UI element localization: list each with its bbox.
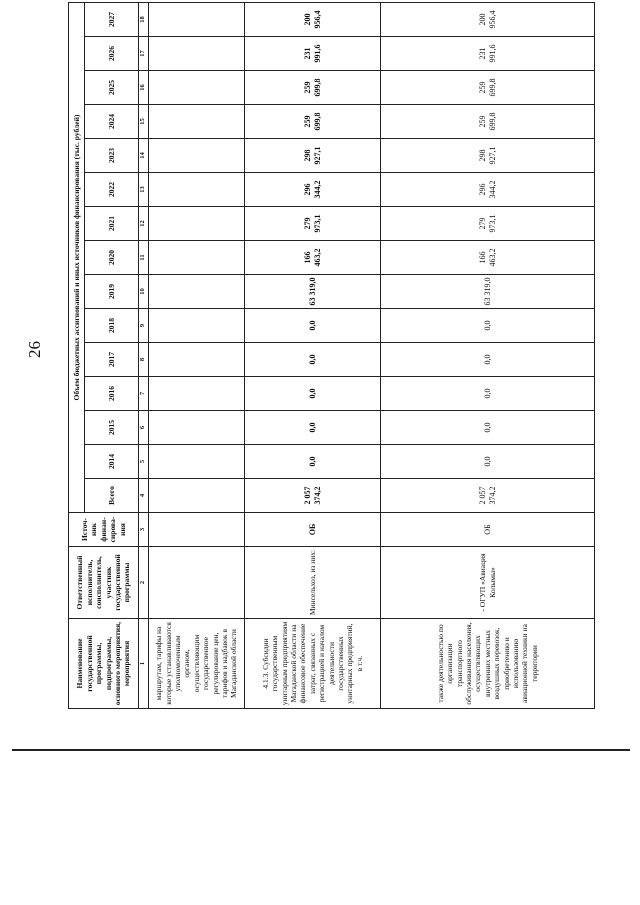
row-value: 279 973,1 — [245, 207, 381, 241]
row-value — [149, 37, 245, 71]
bottom-divider — [12, 749, 630, 751]
page-number: 26 — [25, 341, 44, 358]
row-value: 0,0 — [381, 377, 595, 411]
row-value: 298 927,1 — [245, 139, 381, 173]
header-name: Наименование государственной программы, подпрограммы, основного мероприятия, мероприятия — [69, 619, 139, 709]
row-value — [149, 105, 245, 139]
row-value — [149, 377, 245, 411]
row-value — [149, 173, 245, 207]
row-value: 279 973,1 — [381, 207, 595, 241]
row-value: 0,0 — [381, 445, 595, 479]
row-value: 0,0 — [245, 343, 381, 377]
rotated-table-container — [68, 10, 593, 709]
row-value: 296 344,2 — [381, 173, 595, 207]
header-total: Всего — [85, 479, 139, 513]
row-value: 298 927,1 — [381, 139, 595, 173]
row-executor: Минсельхоз, из них: — [245, 547, 381, 619]
header-year: 2014 — [85, 445, 139, 479]
row-name: маршрутам, тарифы на которые устанавливаются уполномоченным органом, осуществляющим государственное регулирование цен, тарифов и надбавок в Магаданской области — [149, 619, 245, 709]
row-value: 231 991,6 — [381, 37, 595, 71]
column-index: 1 — [139, 619, 149, 709]
row-value — [149, 411, 245, 445]
header-year: 2017 — [85, 343, 139, 377]
column-index: 11 — [139, 241, 149, 275]
header-executor: Ответственный исполнитель, соисполнитель, участник государственной программы — [69, 547, 139, 619]
column-index-row — [139, 3, 149, 709]
column-index: 3 — [139, 513, 149, 547]
row-value: 166 463,2 — [381, 241, 595, 275]
header-year: 2025 — [85, 71, 139, 105]
row-value: 63 319,0 — [245, 275, 381, 309]
column-index: 6 — [139, 411, 149, 445]
header-year: 2021 — [85, 207, 139, 241]
column-index: 7 — [139, 377, 149, 411]
row-value: 259 699,8 — [245, 71, 381, 105]
row-value: 259 699,8 — [381, 71, 595, 105]
row-total: 2 057 374,2 — [245, 479, 381, 513]
row-value: 166 463,2 — [245, 241, 381, 275]
row-value — [149, 309, 245, 343]
header-funding: Объем бюджетных ассигнований и иных источников финансирования (тыс. рублей) — [69, 3, 85, 513]
row-value: 259 699,8 — [381, 105, 595, 139]
column-index: 2 — [139, 547, 149, 619]
column-index: 5 — [139, 445, 149, 479]
row-source — [149, 513, 245, 547]
header-year: 2018 — [85, 309, 139, 343]
column-index: 10 — [139, 275, 149, 309]
row-name: 4.1.3. Субсидии государственным унитарным предприятиям Магаданской области на финансовое обеспечение затрат, связанных с регистрацией и началом деятельности государственных унитарных предприятий, в т.ч. — [245, 619, 381, 709]
row-value: 200 956,4 — [245, 3, 381, 37]
header-year: 2020 — [85, 241, 139, 275]
row-value — [149, 139, 245, 173]
row-value: 0,0 — [381, 343, 595, 377]
header-year: 2026 — [85, 37, 139, 71]
row-value: 0,0 — [245, 309, 381, 343]
row-value — [149, 445, 245, 479]
table-row — [245, 3, 381, 709]
header-year: 2015 — [85, 411, 139, 445]
column-index: 16 — [139, 71, 149, 105]
table-row — [149, 3, 245, 709]
row-value: 63 319,0 — [381, 275, 595, 309]
column-index: 12 — [139, 207, 149, 241]
column-index: 8 — [139, 343, 149, 377]
row-value — [149, 71, 245, 105]
column-index: 15 — [139, 105, 149, 139]
table-row — [381, 3, 595, 709]
row-value: 259 699,8 — [245, 105, 381, 139]
row-value: 231 991,6 — [245, 37, 381, 71]
header-year: 2024 — [85, 105, 139, 139]
row-value — [149, 241, 245, 275]
funding-table — [68, 2, 595, 709]
row-value — [149, 275, 245, 309]
column-index: 4 — [139, 479, 149, 513]
column-index: 18 — [139, 3, 149, 37]
header-year: 2027 — [85, 3, 139, 37]
header-year: 2016 — [85, 377, 139, 411]
row-value: 0,0 — [245, 377, 381, 411]
row-value — [149, 343, 245, 377]
column-index: 14 — [139, 139, 149, 173]
column-index: 9 — [139, 309, 149, 343]
row-value: 0,0 — [245, 445, 381, 479]
column-index: 13 — [139, 173, 149, 207]
row-value: 296 344,2 — [245, 173, 381, 207]
row-total — [149, 479, 245, 513]
row-value: 0,0 — [381, 309, 595, 343]
row-value: 200 956,4 — [381, 3, 595, 37]
row-executor: - ОГУП «Авиация Колымы» — [381, 547, 595, 619]
row-value — [149, 3, 245, 37]
row-executor — [149, 547, 245, 619]
row-value: 0,0 — [245, 411, 381, 445]
header-year: 2019 — [85, 275, 139, 309]
row-total: 2 057 374,2 — [381, 479, 595, 513]
row-source: ОБ — [245, 513, 381, 547]
header-source: Источ-ник финан-сирова-ния — [69, 513, 139, 547]
column-index: 17 — [139, 37, 149, 71]
row-name: также деятельностью по организации транспортного обслуживания населения, осуществляющих внутренних местных воздушных перевозок, приобретению и использованию авиационной техники на территории — [381, 619, 595, 709]
header-year: 2022 — [85, 173, 139, 207]
header-year: 2023 — [85, 139, 139, 173]
row-source: ОБ — [381, 513, 595, 547]
row-value: 0,0 — [381, 411, 595, 445]
row-value — [149, 207, 245, 241]
